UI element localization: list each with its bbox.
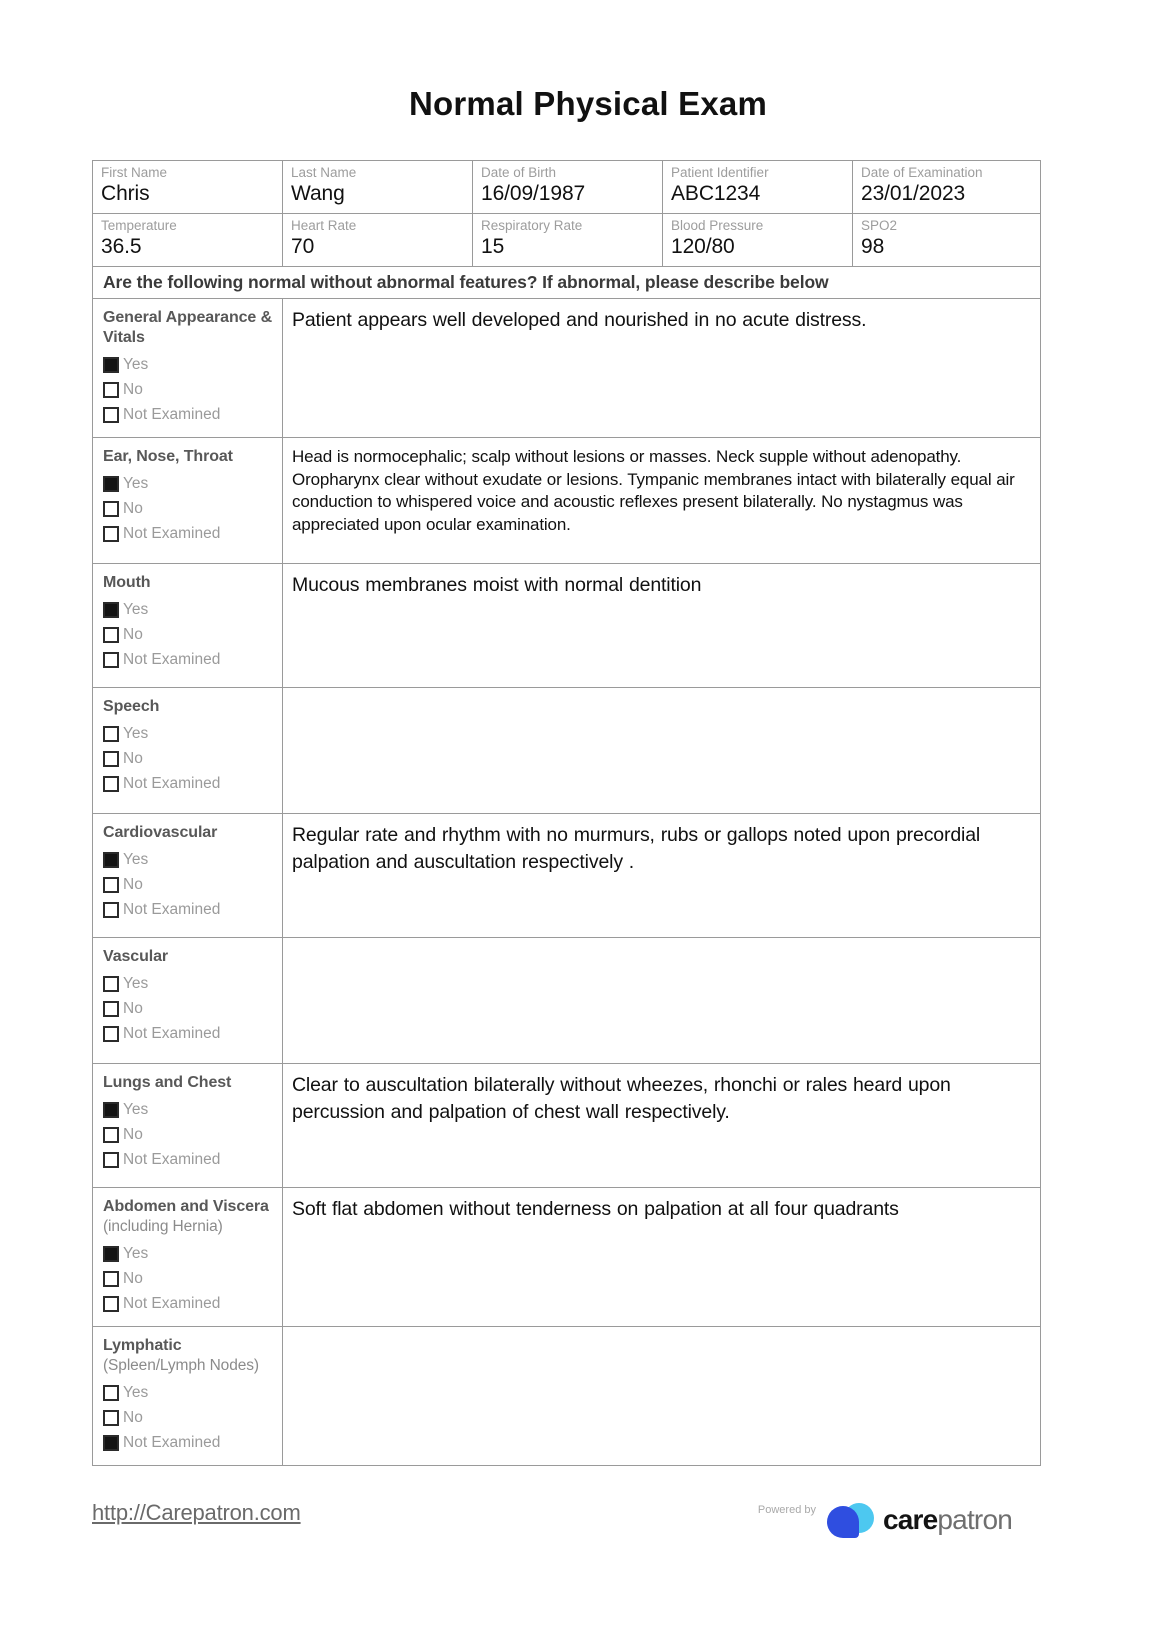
option-label: Yes (123, 1244, 149, 1262)
field-value: 23/01/2023 (861, 182, 966, 205)
exam-section-row (93, 299, 1041, 438)
option-yes[interactable] (103, 352, 282, 377)
exam-section-options (93, 564, 283, 688)
exam-section-title-text: Ear, Nose, Throat (103, 448, 233, 465)
checkbox-no-icon[interactable] (103, 501, 119, 517)
option-no[interactable] (103, 1122, 282, 1147)
field-value: Wang (291, 182, 345, 205)
option-no[interactable] (103, 872, 282, 897)
checkbox-yes-icon[interactable] (103, 476, 119, 492)
option-label: Yes (123, 1100, 149, 1118)
option-yes[interactable] (103, 1097, 282, 1122)
option-not-examined[interactable] (103, 647, 282, 672)
option-label: Yes (123, 974, 149, 992)
option-label: No (123, 749, 143, 767)
exam-section-title (103, 308, 282, 348)
field-label: Date of Birth (481, 165, 557, 180)
checkbox-yes-icon[interactable] (103, 852, 119, 868)
brand-name-bold: care (882, 1504, 938, 1535)
checkbox-no-icon[interactable] (103, 1001, 119, 1017)
option-no[interactable] (103, 996, 282, 1021)
exam-section-title (103, 447, 282, 467)
option-yes[interactable] (103, 597, 282, 622)
checkbox-no-icon[interactable] (103, 751, 119, 767)
exam-section-options (93, 1327, 283, 1466)
option-no[interactable] (103, 377, 282, 402)
checkbox-not-examined-icon[interactable] (103, 1152, 119, 1168)
exam-section-row (93, 438, 1041, 564)
field-heart-rate[interactable] (283, 214, 473, 267)
option-label: Not Examined (123, 1024, 221, 1042)
field-label: Heart Rate (291, 218, 357, 233)
exam-section-description-text: Clear to auscultation bilaterally without wheezes, rhonchi or rales heard upon percussion and palpation of chest wall respectively. (292, 1074, 951, 1123)
option-not-examined[interactable] (103, 1147, 282, 1172)
option-no[interactable] (103, 496, 282, 521)
checkbox-not-examined-icon[interactable] (103, 1435, 119, 1451)
exam-section-description-field[interactable] (283, 438, 1041, 564)
checkbox-not-examined-icon[interactable] (103, 526, 119, 542)
exam-section-title-text: Mouth (103, 574, 151, 591)
exam-section-options (93, 438, 283, 564)
exam-section-title (103, 1336, 282, 1376)
field-blood-pressure[interactable] (663, 214, 853, 267)
field-label: Blood Pressure (671, 218, 764, 233)
carepatron-logo-icon (826, 1501, 876, 1539)
exam-section-description-field[interactable] (283, 1064, 1041, 1188)
option-yes[interactable] (103, 847, 282, 872)
exam-section-title (103, 573, 282, 593)
instruction-row (93, 267, 1041, 299)
field-label: SPO2 (861, 218, 898, 233)
checkbox-yes-icon[interactable] (103, 1102, 119, 1118)
option-yes[interactable] (103, 471, 282, 496)
option-label: Yes (123, 474, 149, 492)
option-label: Not Examined (123, 774, 221, 792)
field-label: Respiratory Rate (481, 218, 583, 233)
checkbox-yes-icon[interactable] (103, 1246, 119, 1262)
exam-section-row (93, 814, 1041, 938)
exam-section-description-text: Mucous membranes moist with normal dentition (292, 574, 702, 596)
checkbox-no-icon[interactable] (103, 1271, 119, 1287)
option-not-examined[interactable] (103, 1021, 282, 1046)
checkbox-yes-icon[interactable] (103, 1385, 119, 1401)
exam-section-options (93, 1188, 283, 1327)
field-temperature[interactable] (93, 214, 283, 267)
exam-section-title (103, 947, 282, 967)
option-label: Not Examined (123, 524, 221, 542)
patient-info-row (93, 161, 1041, 214)
field-value: 15 (481, 235, 505, 258)
option-label: No (123, 1408, 143, 1426)
exam-section-description-text: Head is normocephalic; scalp without lesions or masses. Neck supple without adenopathy. Oropharynx clear without exudate or lesions. Tympanic membranes intact with bilaterally equal air conduction to whispered voice and acoustic reflexes present bilaterally. No nystagmus was appreciated upon ocular examination. (292, 447, 1015, 534)
exam-section-options (93, 688, 283, 814)
exam-section-description-field[interactable] (283, 938, 1041, 1064)
exam-section-row (93, 1064, 1041, 1188)
option-not-examined[interactable] (103, 1291, 282, 1316)
option-not-examined[interactable] (103, 402, 282, 427)
option-label: Yes (123, 724, 149, 742)
page-title: Normal Physical Exam (408, 85, 767, 122)
field-date-of-examination[interactable] (853, 161, 1041, 214)
carepatron-url-link[interactable]: http://Carepatron.com (92, 1500, 301, 1525)
option-no[interactable] (103, 1266, 282, 1291)
exam-section-description-field[interactable] (283, 299, 1041, 438)
field-value: 120/80 (671, 235, 735, 258)
exam-section-subtitle: (including Hernia) (103, 1218, 223, 1235)
field-value: 16/09/1987 (481, 182, 586, 205)
option-no[interactable] (103, 1405, 282, 1430)
field-label: Date of Examination (861, 165, 983, 180)
exam-section-row (93, 1327, 1041, 1466)
checkbox-no-icon[interactable] (103, 627, 119, 643)
option-not-examined[interactable] (103, 521, 282, 546)
exam-section-row (93, 1188, 1041, 1327)
checkbox-no-icon[interactable] (103, 1127, 119, 1143)
option-not-examined[interactable] (103, 771, 282, 796)
option-yes[interactable] (103, 1241, 282, 1266)
checkbox-yes-icon[interactable] (103, 976, 119, 992)
checkbox-yes-icon[interactable] (103, 726, 119, 742)
field-first-name[interactable] (93, 161, 283, 214)
option-no[interactable] (103, 622, 282, 647)
field-patient-identifier[interactable] (663, 161, 853, 214)
exam-section-title (103, 1073, 282, 1093)
checkbox-not-examined-icon[interactable] (103, 902, 119, 918)
field-label: Last Name (291, 165, 357, 180)
exam-section-title (103, 697, 282, 717)
field-value: 98 (861, 235, 885, 258)
option-yes[interactable] (103, 1380, 282, 1405)
option-label: Not Examined (123, 1433, 221, 1451)
exam-section-row (93, 564, 1041, 688)
exam-section-description-field[interactable] (283, 688, 1041, 814)
exam-section-options (93, 814, 283, 938)
field-respiratory-rate[interactable] (473, 214, 663, 267)
physical-exam-form (92, 160, 1040, 1466)
exam-section-description-field[interactable] (283, 1327, 1041, 1466)
page-footer (92, 1492, 1052, 1562)
exam-section-options (93, 938, 283, 1064)
option-label: No (123, 499, 143, 517)
field-label: First Name (101, 165, 168, 180)
instruction-text: Are the following normal without abnormal features? If abnormal, please describe below (93, 267, 1041, 299)
checkbox-not-examined-icon[interactable] (103, 776, 119, 792)
checkbox-not-examined-icon[interactable] (103, 407, 119, 423)
exam-section-title-text: Lungs and Chest (103, 1074, 232, 1091)
option-label: No (123, 875, 143, 893)
option-not-examined[interactable] (103, 897, 282, 922)
brand-name-light: patron (937, 1504, 1012, 1535)
checkbox-yes-icon[interactable] (103, 602, 119, 618)
exam-section-row (93, 938, 1041, 1064)
exam-section-description-text: Patient appears well developed and nourished in no acute distress. (292, 309, 867, 331)
exam-section-row (93, 688, 1041, 814)
field-label: Patient Identifier (671, 165, 769, 180)
option-label: Yes (123, 850, 149, 868)
field-spo2[interactable] (853, 214, 1041, 267)
exam-section-title-text: Abdomen and Viscera (103, 1198, 269, 1215)
exam-section-options (93, 299, 283, 438)
field-value: Chris (101, 182, 150, 205)
checkbox-no-icon[interactable] (103, 1410, 119, 1426)
option-label: Not Examined (123, 650, 221, 668)
option-label: No (123, 1125, 143, 1143)
field-value: 70 (291, 235, 315, 258)
option-no[interactable] (103, 746, 282, 771)
exam-section-title-text: Speech (103, 698, 160, 715)
checkbox-no-icon[interactable] (103, 382, 119, 398)
field-value: 36.5 (101, 235, 142, 258)
option-label: Yes (123, 355, 149, 373)
exam-section-title (103, 1197, 282, 1237)
option-label: No (123, 999, 143, 1017)
option-label: No (123, 625, 143, 643)
option-label: Yes (123, 1383, 149, 1401)
exam-section-title-text: General Appearance & Vitals (103, 309, 273, 346)
option-label: Not Examined (123, 900, 221, 918)
option-label: No (123, 1269, 143, 1287)
checkbox-no-icon[interactable] (103, 877, 119, 893)
option-yes[interactable] (103, 721, 282, 746)
exam-section-description-text: Soft flat abdomen without tenderness on palpation at all four quadrants (292, 1198, 899, 1220)
option-yes[interactable] (103, 971, 282, 996)
field-last-name[interactable] (283, 161, 473, 214)
exam-section-description-field[interactable] (283, 564, 1041, 688)
option-label: Not Examined (123, 405, 221, 423)
field-value: ABC1234 (671, 182, 761, 205)
checkbox-not-examined-icon[interactable] (103, 652, 119, 668)
exam-section-title (103, 823, 282, 843)
exam-section-description-text: Regular rate and rhythm with no murmurs, rubs or gallops noted upon precordial palpation and auscultation respectively . (292, 824, 981, 873)
checkbox-not-examined-icon[interactable] (103, 1296, 119, 1312)
option-label: No (123, 380, 143, 398)
exam-section-description-field[interactable] (283, 814, 1041, 938)
carepatron-wordmark (883, 1505, 1012, 1535)
field-date-of-birth[interactable] (473, 161, 663, 214)
exam-table (92, 160, 1041, 1466)
option-label: Yes (123, 600, 149, 618)
checkbox-not-examined-icon[interactable] (103, 1026, 119, 1042)
exam-section-description-field[interactable] (283, 1188, 1041, 1327)
exam-section-title-text: Vascular (103, 948, 169, 965)
powered-by-label: Powered by (757, 1504, 816, 1516)
exam-section-options (93, 1064, 283, 1188)
exam-section-title-text: Cardiovascular (103, 824, 218, 841)
option-not-examined[interactable] (103, 1430, 282, 1455)
field-label: Temperature (101, 218, 177, 233)
carepatron-branding (758, 1492, 1012, 1548)
option-label: Not Examined (123, 1294, 221, 1312)
exam-section-title-text: Lymphatic (103, 1337, 182, 1354)
option-label: Not Examined (123, 1150, 221, 1168)
vitals-row (93, 214, 1041, 267)
checkbox-yes-icon[interactable] (103, 357, 119, 373)
exam-section-subtitle: (Spleen/Lymph Nodes) (103, 1357, 259, 1374)
